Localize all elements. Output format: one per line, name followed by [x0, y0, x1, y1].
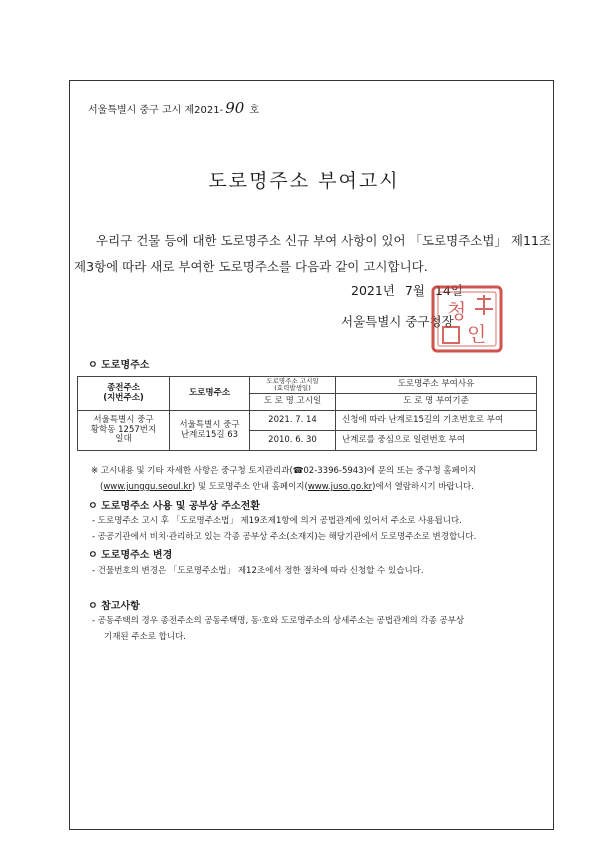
- junggu-link[interactable]: www.junggu.seoul.kr: [103, 482, 192, 492]
- date-cell-2: 2010. 6. 30: [250, 431, 336, 451]
- header-road-notice-date: 도 로 명 고시일: [250, 394, 336, 411]
- header-notice-date: 도로명주소 고시일 (효력발생일): [250, 377, 336, 394]
- seal-char-2: 인: [467, 322, 487, 346]
- header-old-address: 종전주소 (지번주소): [78, 377, 170, 411]
- conversion-item-1: - 도로명주소 고시 후 「도로명주소법」 제19조제1항에 의거 공법관계에 있어서 주소로 사용됩니다.: [92, 516, 462, 526]
- juso-link[interactable]: www.juso.go.kr: [307, 482, 373, 492]
- header-road-basis: 도 로 명 부여기준: [336, 394, 537, 411]
- reason-cell-2: 난계로를 중심으로 일련번호 부여: [336, 431, 537, 451]
- note-line-2: (www.junggu.seoul.kr) 및 도로명주소 안내 홈페이지(www.juso.go.kr)에서 열람하시기 바랍니다.: [100, 482, 474, 492]
- change-item-1: - 건물번호의 변경은 「도로명주소법」 제12조에서 정한 절차에 따라 신청할 수 있습니다.: [92, 566, 424, 576]
- section-road-address-title: ㅇ 도로명주소: [88, 360, 150, 371]
- notice-number-line: [88, 99, 259, 117]
- section-conversion-title: ㅇ 도로명주소 사용 및 공부상 주소전환: [88, 501, 260, 512]
- conversion-item-2: - 공공기관에서 비치·관리하고 있는 각종 공부상 주소(소재지)는 해당기관에서 도로명주소로 변경합니다.: [92, 532, 477, 542]
- note-line-1: ※ 고시내용 및 기타 자세한 사항은 중구청 토지관리과(☎02-3396-5943)에 문의 또는 중구청 홈페이지: [91, 466, 477, 476]
- header-reason: 도로명주소 부여사유: [336, 377, 537, 394]
- issuer: 서울특별시 중구청장: [341, 314, 454, 329]
- date-cell-1: 2021. 7. 14: [250, 411, 336, 431]
- seal-char-1: 청: [447, 299, 467, 323]
- old-address-cell: 서울특별시 중구 황학동 1257번지 일대: [78, 411, 170, 451]
- reference-item-1a: - 공동주택의 경우 종전주소의 공동주택명, 동·호와 도로명주소의 상세주소는 공법관계의 각종 공부상: [92, 616, 465, 626]
- document-title: 도로명주소 부여고시: [208, 170, 400, 192]
- official-seal: [427, 283, 507, 355]
- header-road-address: 도로명주소: [170, 377, 250, 411]
- road-address-cell: 서울특별시 중구 난계로15길 63: [170, 411, 250, 451]
- section-reference-title: ㅇ 참고사항: [88, 601, 140, 612]
- notice-suffix: 호: [249, 105, 260, 116]
- section-change-title: ㅇ 도로명주소 변경: [88, 550, 173, 561]
- notice-date: 2021년 7월 14일: [351, 283, 463, 298]
- body-line-1: 우리구 건물 등에 대한 도로명주소 신규 부여 사항이 있어 「도로명주소법」 제11조: [96, 233, 551, 248]
- body-line-2: 제3항에 따라 새로 부여한 도로명주소를 다음과 같이 고시합니다.: [74, 259, 428, 274]
- reason-cell-1: 신청에 따라 난계로15길의 기초번호로 부여: [336, 411, 537, 431]
- address-table: [77, 376, 537, 451]
- notice-prefix: 서울특별시 중구 고시 제2021-: [88, 105, 224, 116]
- reference-item-1b: 기재된 주소로 합니다.: [104, 632, 187, 642]
- notice-number: 90: [225, 99, 245, 117]
